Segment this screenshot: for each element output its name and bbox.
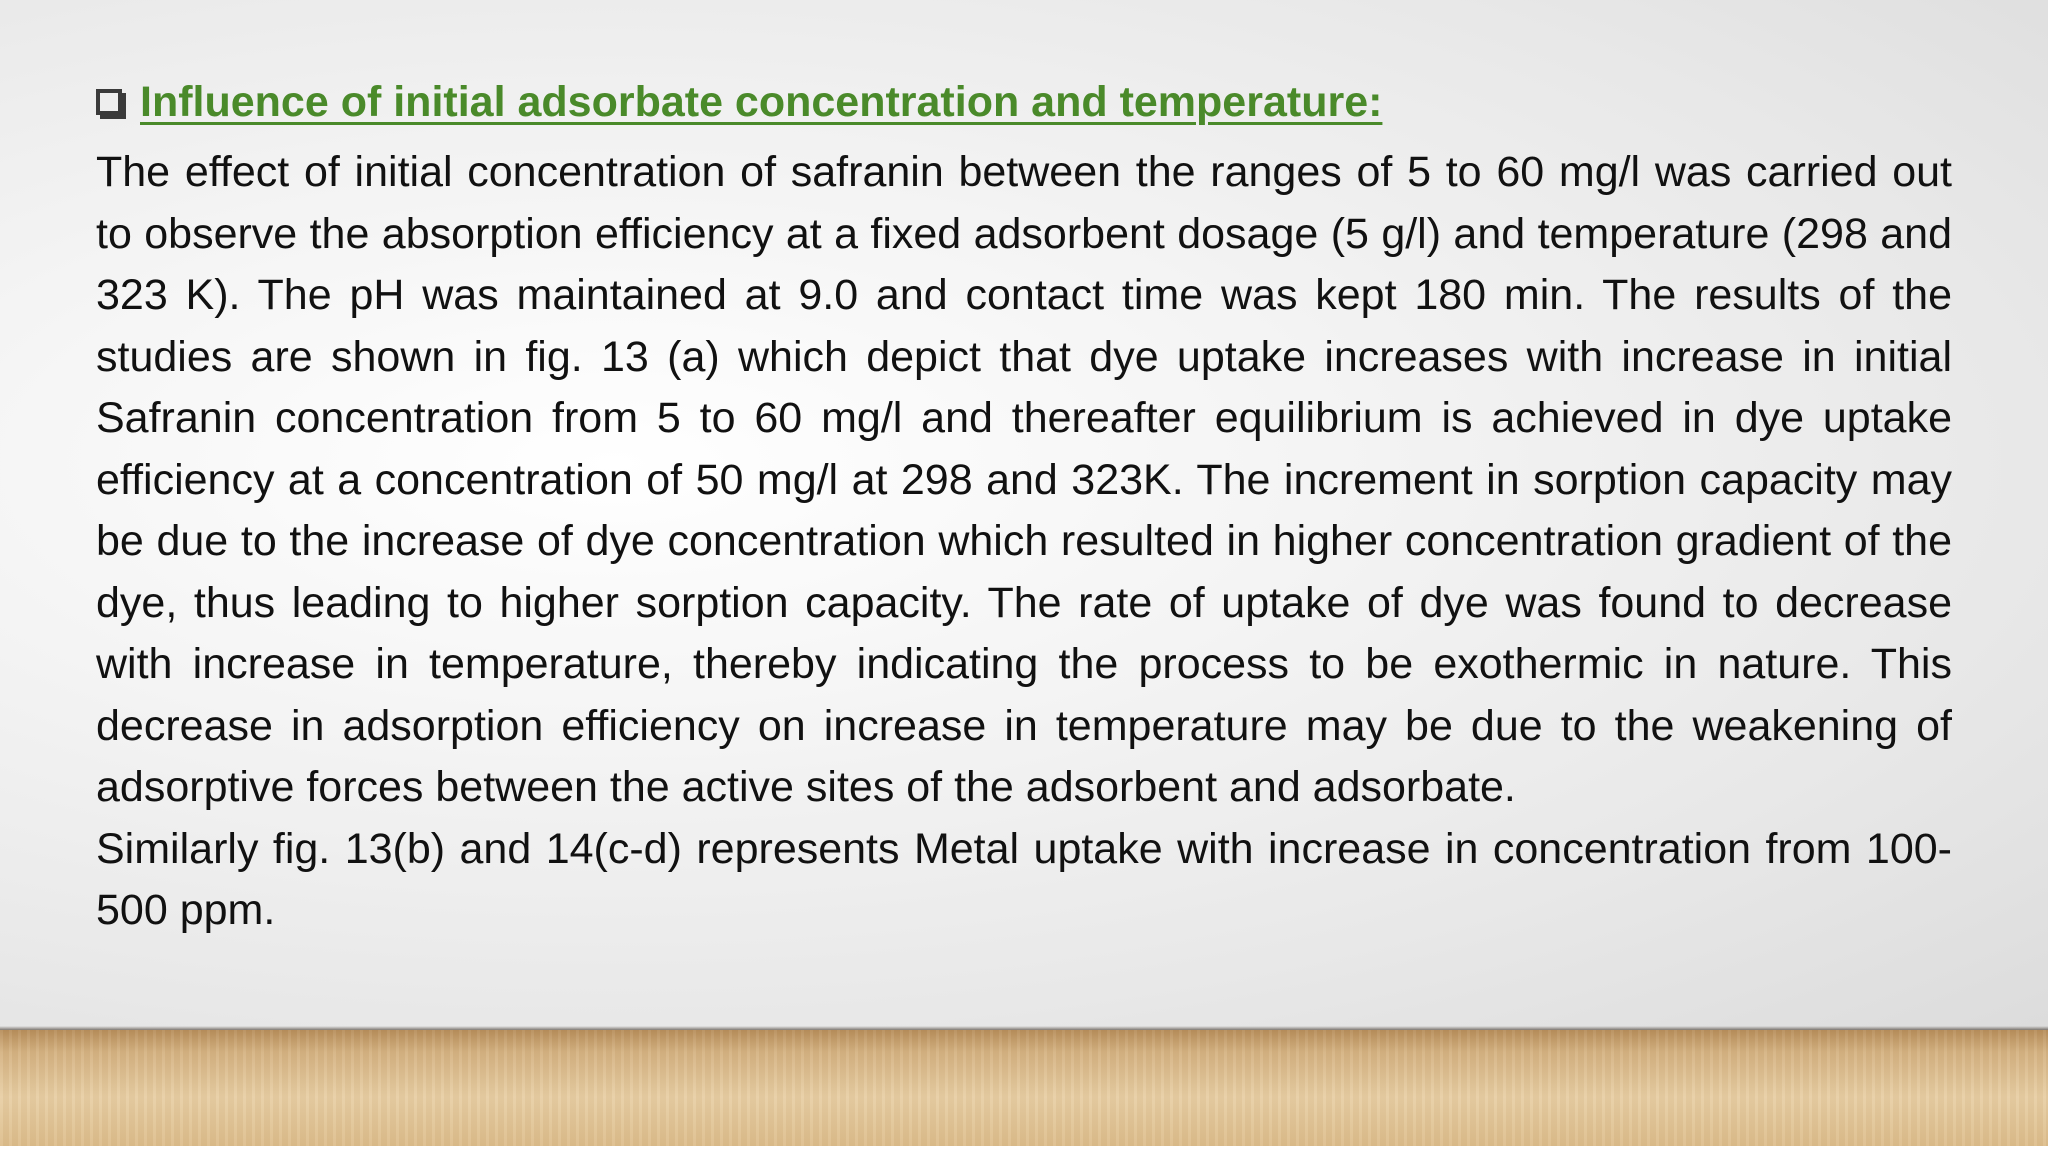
- bottom-strip: [0, 1146, 2048, 1152]
- body-text: [96, 142, 1952, 942]
- paragraph-similarly: Similarly fig. 13(b) and 14(c-d) represents Metal uptake with increase in concentration from 100-500 ppm.: [96, 824, 1952, 934]
- wooden-floor: [0, 1030, 2048, 1152]
- heading-text: Influence of initial adsorbate concentration and temperature:: [140, 78, 1383, 126]
- section-heading: [96, 72, 1382, 132]
- checkbox-square-icon: [96, 89, 122, 115]
- paragraph-main: The effect of initial concentration of safranin between the ranges of 5 to 60 mg/l was carried out to observe the absorption efficiency at a fixed adsorbent dosage (5 g/l) and temperature (298 and 323 K). The pH was maintained at 9.0 and contact time was kept 180 min. The results of the studies are shown in fig. 13 (a) which depict that dye uptake increases with increase in initial Safranin concentration from 5 to 60 mg/l and thereafter equilibrium is achieved in dye uptake efficiency at a concentration of 50 mg/l at 298 and 323K. The increment in sorption capacity may be due to the increase of dye concentration which resulted in higher concentration gradient of the dye, thus leading to higher sorption capacity. The rate of uptake of dye was found to decrease with increase in temperature, thereby indicating the process to be exothermic in nature. This decrease in adsorption efficiency on increase in temperature may be due to the weakening of adsorptive forces between the active sites of the adsorbent and adsorbate.: [96, 148, 1952, 811]
